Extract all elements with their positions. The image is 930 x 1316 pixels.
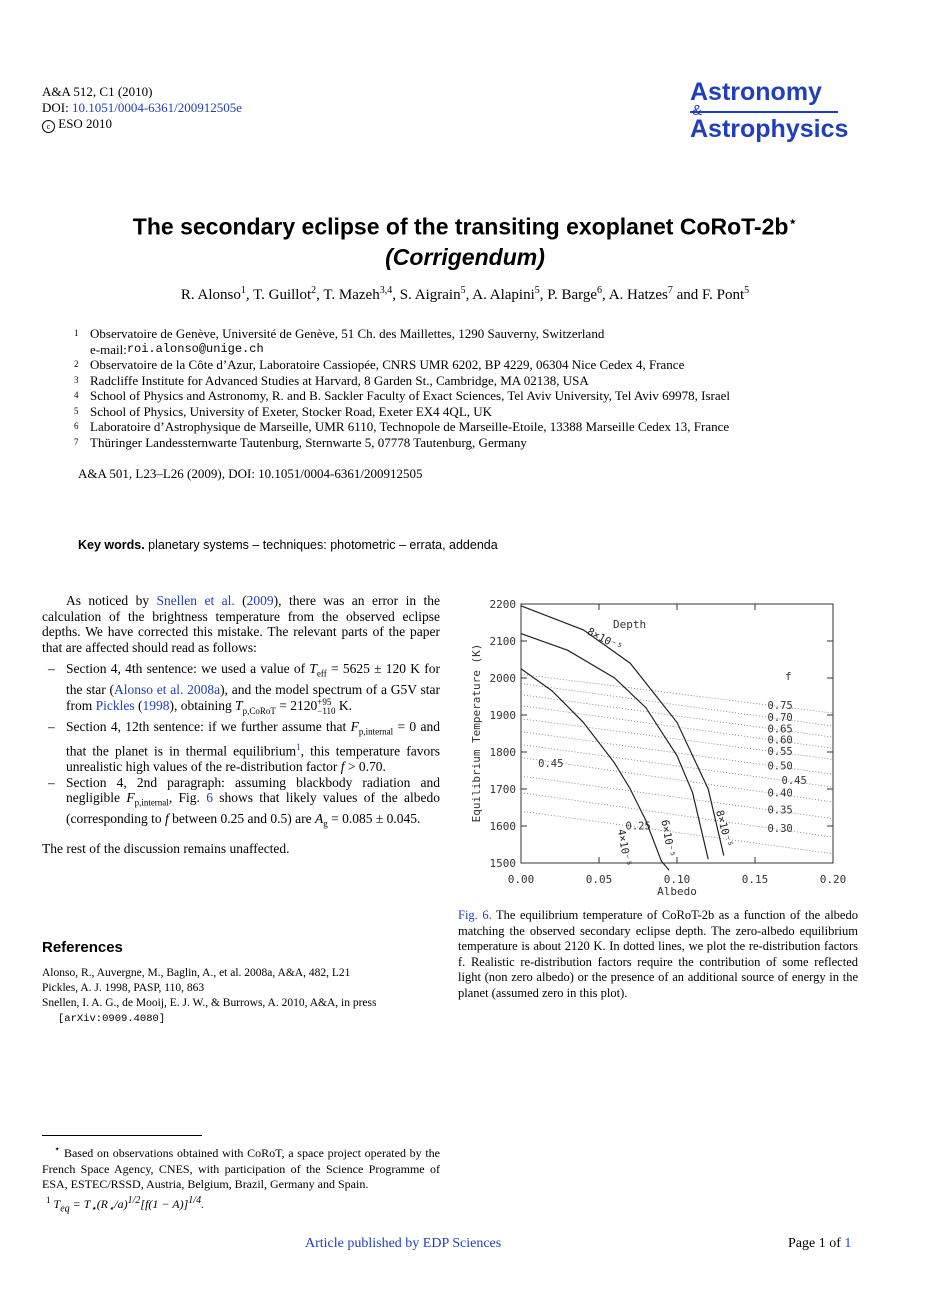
change-list xyxy=(42,661,440,833)
journal-word-1: Astronomy xyxy=(690,78,822,106)
footnote-1-formula: $T_{eq} = T_⋆(R_⋆/a)^{1/2}[f(1 - A)]^{1/4}$. xyxy=(53,1194,205,1214)
y-tick-label: 1800 xyxy=(489,746,516,759)
depth-curve xyxy=(521,634,708,860)
published-by-link[interactable]: Article published by EDP Sciences xyxy=(305,1236,502,1251)
list-item: – Section 4, 4th sentence: we used a value of $T_{eff} = 5625 \pm 120$ K for the star (Alonso et al. 2008a), and the model spectrum of a G5V star from Pickles (1998), obtaining $T_{p,CoRoT} = 2120$ +95 −110 K. xyxy=(42,661,440,719)
title-star: ⋆ xyxy=(788,213,798,229)
arxiv-link[interactable]: [arXiv:0909.4080] xyxy=(58,1013,166,1025)
depth-legend-title: Depth xyxy=(613,618,647,631)
email-link[interactable]: roi.alonso@unige.ch xyxy=(126,341,264,356)
doi-line xyxy=(42,100,242,116)
body-text xyxy=(42,593,440,856)
f-label: 0.70 xyxy=(767,712,793,725)
journal-amp: & xyxy=(692,102,703,119)
author-affil-sup: 5 xyxy=(534,285,540,296)
copyright xyxy=(42,116,242,133)
link-pickles[interactable]: Pickles xyxy=(95,697,135,713)
affiliation-item xyxy=(74,326,730,342)
affiliation-number: 6 xyxy=(74,421,79,431)
reference-list xyxy=(42,966,440,1027)
f-label: 0.75 xyxy=(767,699,793,712)
f-label: 0.45 xyxy=(538,758,564,771)
list-item: – Section 4, 12th sentence: if we further assume that $F_{p,internal} = 0$ and that the planet is in thermal equilibrium$^1$, this temperature favors unrealistic high values of the re-distribution factor f > 0.70. xyxy=(42,719,440,775)
footnote-rule xyxy=(42,1135,202,1136)
link-2009[interactable]: 2009 xyxy=(246,593,274,608)
author-name: F. Pont xyxy=(702,287,745,303)
paragraph-2: The rest of the discussion remains unaffected. xyxy=(42,840,290,856)
affiliation-item xyxy=(74,357,730,373)
copyright-icon: c xyxy=(42,120,55,133)
depth-curve-label: 6×10⁻⁵ xyxy=(658,818,677,859)
affiliation-item xyxy=(74,435,730,451)
affiliation-text: Radcliffe Institute for Advanced Studies at Harvard, 8 Garden St., Cambridge, MA 02138, USA xyxy=(90,372,589,388)
depth-curve-label: 4×10⁻⁵ xyxy=(614,828,634,868)
x-tick-label: 0.00 xyxy=(507,873,535,886)
page-link[interactable]: 1 xyxy=(844,1236,852,1251)
reference-item: Snellen, I. A. G., de Mooij, E. J. W., & Burrows, A. 2010, A&A, in press xyxy=(42,997,377,1009)
author-affil-sup: 6 xyxy=(597,285,602,296)
authors: R. Alonso$^1$, T. Guillot$^2$, T. Mazeh$^{3,4}$, S. Aigrain$^5$, A. Alapini$^5$, P. Barge$^6$, A. Hatzes$^7$ and F. Pont$^5$ xyxy=(180,285,750,303)
x-axis-label: Albedo xyxy=(657,885,697,898)
footnotes xyxy=(42,1142,440,1216)
author-name: T. Guillot xyxy=(253,287,312,303)
f-label: 0.35 xyxy=(767,804,793,817)
f-label: 0.25 xyxy=(625,820,651,833)
f-label: 0.65 xyxy=(767,723,793,736)
x-tick-label: 0.15 xyxy=(741,873,769,886)
link-1998[interactable]: 1998 xyxy=(142,697,170,713)
affiliation-text: Observatoire de la Côte d’Azur, Laboratoire Cassiopée, CNRS UMR 6202, BP 4229, 06304 Nice Cedex 4, France xyxy=(90,357,685,372)
caption-label[interactable]: Fig. 6. xyxy=(458,908,492,922)
f-label: 0.40 xyxy=(767,787,793,800)
affiliation-item xyxy=(74,342,730,358)
caption-text: The equilibrium temperature of CoRoT-2b as a function of the albedo matching the observed secondary eclipse depth. The zero-albedo equilibrium temperature is about 2120 K. In dotted lines, we plot the re-distribution factors f. Realistic re-distribution factors require the contribution of some reflected light (non zero albedo) or the presence of an additional source of energy in the planet (assumed zero in this plot). xyxy=(458,908,858,1000)
footnote-star: ⋆ Based on observations obtained with CoRoT, a space project operated by the French Space Agency, CNES, with participation of the Science Programme of ESA, ESTEC/RSSD, Austria, Belgium, Brazil, Germany and Spain. xyxy=(42,1144,441,1191)
y-tick-label: 2000 xyxy=(489,672,516,685)
figure-6-chart xyxy=(458,590,858,902)
paragraph-1: As noticed by Snellen et al. (2009), there was an error in the calculation of the brightness temperature from the observed eclipse depths. We have corrected this mistake. The relevant parts of the paper that are affected should read as follows: xyxy=(42,593,441,655)
author-affil-sup: 1 xyxy=(240,285,246,296)
f-label: 0.30 xyxy=(767,822,793,835)
journal-rule xyxy=(690,111,838,113)
doi-link[interactable]: 10.1051/0004-6361/200912505e xyxy=(71,100,243,115)
affiliation-number: 4 xyxy=(74,390,79,400)
author-name: P. Barge xyxy=(547,287,597,303)
link-snellen[interactable]: Snellen et al. xyxy=(156,593,235,608)
affiliation-number: 1 xyxy=(74,328,79,338)
references-heading: References xyxy=(42,939,123,956)
link-fig6[interactable]: 6 xyxy=(206,790,213,806)
keywords xyxy=(78,538,498,552)
reference-item: Pickles, A. J. 1998, PASP, 110, 863 xyxy=(42,982,205,994)
affiliation-number: 7 xyxy=(74,436,79,447)
keywords-text: planetary systems – techniques: photometric – errata, addenda xyxy=(148,538,498,552)
page-number: Page 1 of 1 xyxy=(788,1236,852,1251)
affiliation-item xyxy=(74,388,730,404)
f-label: 0.50 xyxy=(767,760,793,773)
author-name: R. Alonso xyxy=(180,287,241,303)
title-sub: (Corrigendum) xyxy=(385,243,545,270)
f-label: 0.45 xyxy=(781,775,807,788)
f-label: 0.55 xyxy=(767,745,793,758)
affiliation-text: Observatoire de Genève, Université de Genève, 51 Ch. des Maillettes, 1290 Sauverny, Switzerland xyxy=(90,326,605,341)
affiliation-text: School of Physics, University of Exeter, Stocker Road, Exeter EX4 4QL, UK xyxy=(90,403,493,419)
author-name: A. Hatzes xyxy=(608,287,668,303)
x-tick-label: 0.05 xyxy=(585,873,613,886)
list-item: – Section 4, 2nd paragraph: assuming blackbody radiation and negligible $F_{p,internal}$, Fig. 6 shows that likely values of the albedo (corresponding to f between 0.25 and 0.5) are $A_g = 0.085 \pm 0.045$. xyxy=(42,775,440,833)
citation: A&A 512, C1 (2010) xyxy=(42,84,153,99)
footnote-1: $^1$ $T_{eq} = T_⋆(R_⋆/a)^{1/2}[f(1 - A)]^{1/4}$. xyxy=(46,1194,205,1214)
affiliation-number: 5 xyxy=(74,405,79,416)
author-affil-sup: 2 xyxy=(311,285,317,296)
link-alonso[interactable]: Alonso et al. 2008a xyxy=(114,682,221,698)
x-tick-label: 0.10 xyxy=(663,873,691,886)
y-tick-label: 2200 xyxy=(489,598,516,611)
affiliation-text: School of Physics and Astronomy, R. and B. Sackler Faculty of Exact Sciences, Tel Aviv University, Tel Aviv 69978, Israel xyxy=(90,388,731,403)
affiliation-text: Laboratoire d’Astrophysique de Marseille, UMR 6110, Technopole de Marseille-Etoile, 13388 Marseille Cedex 13, France xyxy=(90,419,730,434)
author-affil-sup: 5 xyxy=(744,285,750,296)
reference-item: Alonso, R., Auvergne, M., Baglin, A., et al. 2008a, A&A, 482, L21 xyxy=(42,967,351,979)
original-reference: A&A 501, L23–L26 (2009), DOI: 10.1051/0004-6361/200912505 xyxy=(78,466,423,481)
journal-logo[interactable] xyxy=(690,80,848,142)
footnote-link[interactable]: 1 xyxy=(296,742,301,753)
paper-title xyxy=(0,206,930,272)
y-tick-label: 2100 xyxy=(489,635,516,648)
affiliation-number xyxy=(74,342,90,358)
depth-curve-label: 8×10⁻⁵ xyxy=(713,808,735,849)
figure-caption xyxy=(458,908,858,1001)
journal-word-2: Astrophysics xyxy=(690,115,849,143)
author-name: S. Aigrain xyxy=(399,287,461,303)
doi-label: DOI: xyxy=(42,100,69,115)
header xyxy=(42,84,242,133)
author-name: A. Alapini xyxy=(472,287,535,303)
affiliation-item xyxy=(74,373,730,389)
affiliation-text: e-mail: xyxy=(90,341,127,357)
depth-curve-label: 8×10⁻⁵ xyxy=(585,625,625,655)
affiliation-number: 2 xyxy=(74,359,79,369)
keywords-label: Key words. xyxy=(78,538,145,552)
affiliation-text: Thüringer Landessternwarte Tautenburg, Sternwarte 5, 07778 Tautenburg, Germany xyxy=(90,434,527,450)
y-tick-label: 1500 xyxy=(489,857,516,870)
copyright-text: ESO 2010 xyxy=(58,116,113,131)
f-legend-title: f xyxy=(785,670,792,683)
author-affil-sup: 7 xyxy=(667,285,673,296)
affiliation-item xyxy=(74,419,730,435)
x-tick-label: 0.20 xyxy=(819,873,847,886)
author-affil-sup: 3,4 xyxy=(379,285,393,296)
affiliation-item xyxy=(74,404,730,420)
y-tick-label: 1700 xyxy=(489,783,516,796)
affiliation-number: 3 xyxy=(74,374,79,385)
author-affil-sup: 5 xyxy=(460,285,466,296)
author-name: T. Mazeh xyxy=(323,287,380,303)
title-main: The secondary eclipse of the transiting exoplanet CoRoT-2b xyxy=(132,213,789,240)
affiliations xyxy=(74,326,730,450)
y-tick-label: 1600 xyxy=(489,820,516,833)
f-label: 0.60 xyxy=(767,734,793,747)
y-tick-label: 1900 xyxy=(489,709,516,722)
y-axis-label: Equilibrium Temperature (K) xyxy=(470,643,483,823)
